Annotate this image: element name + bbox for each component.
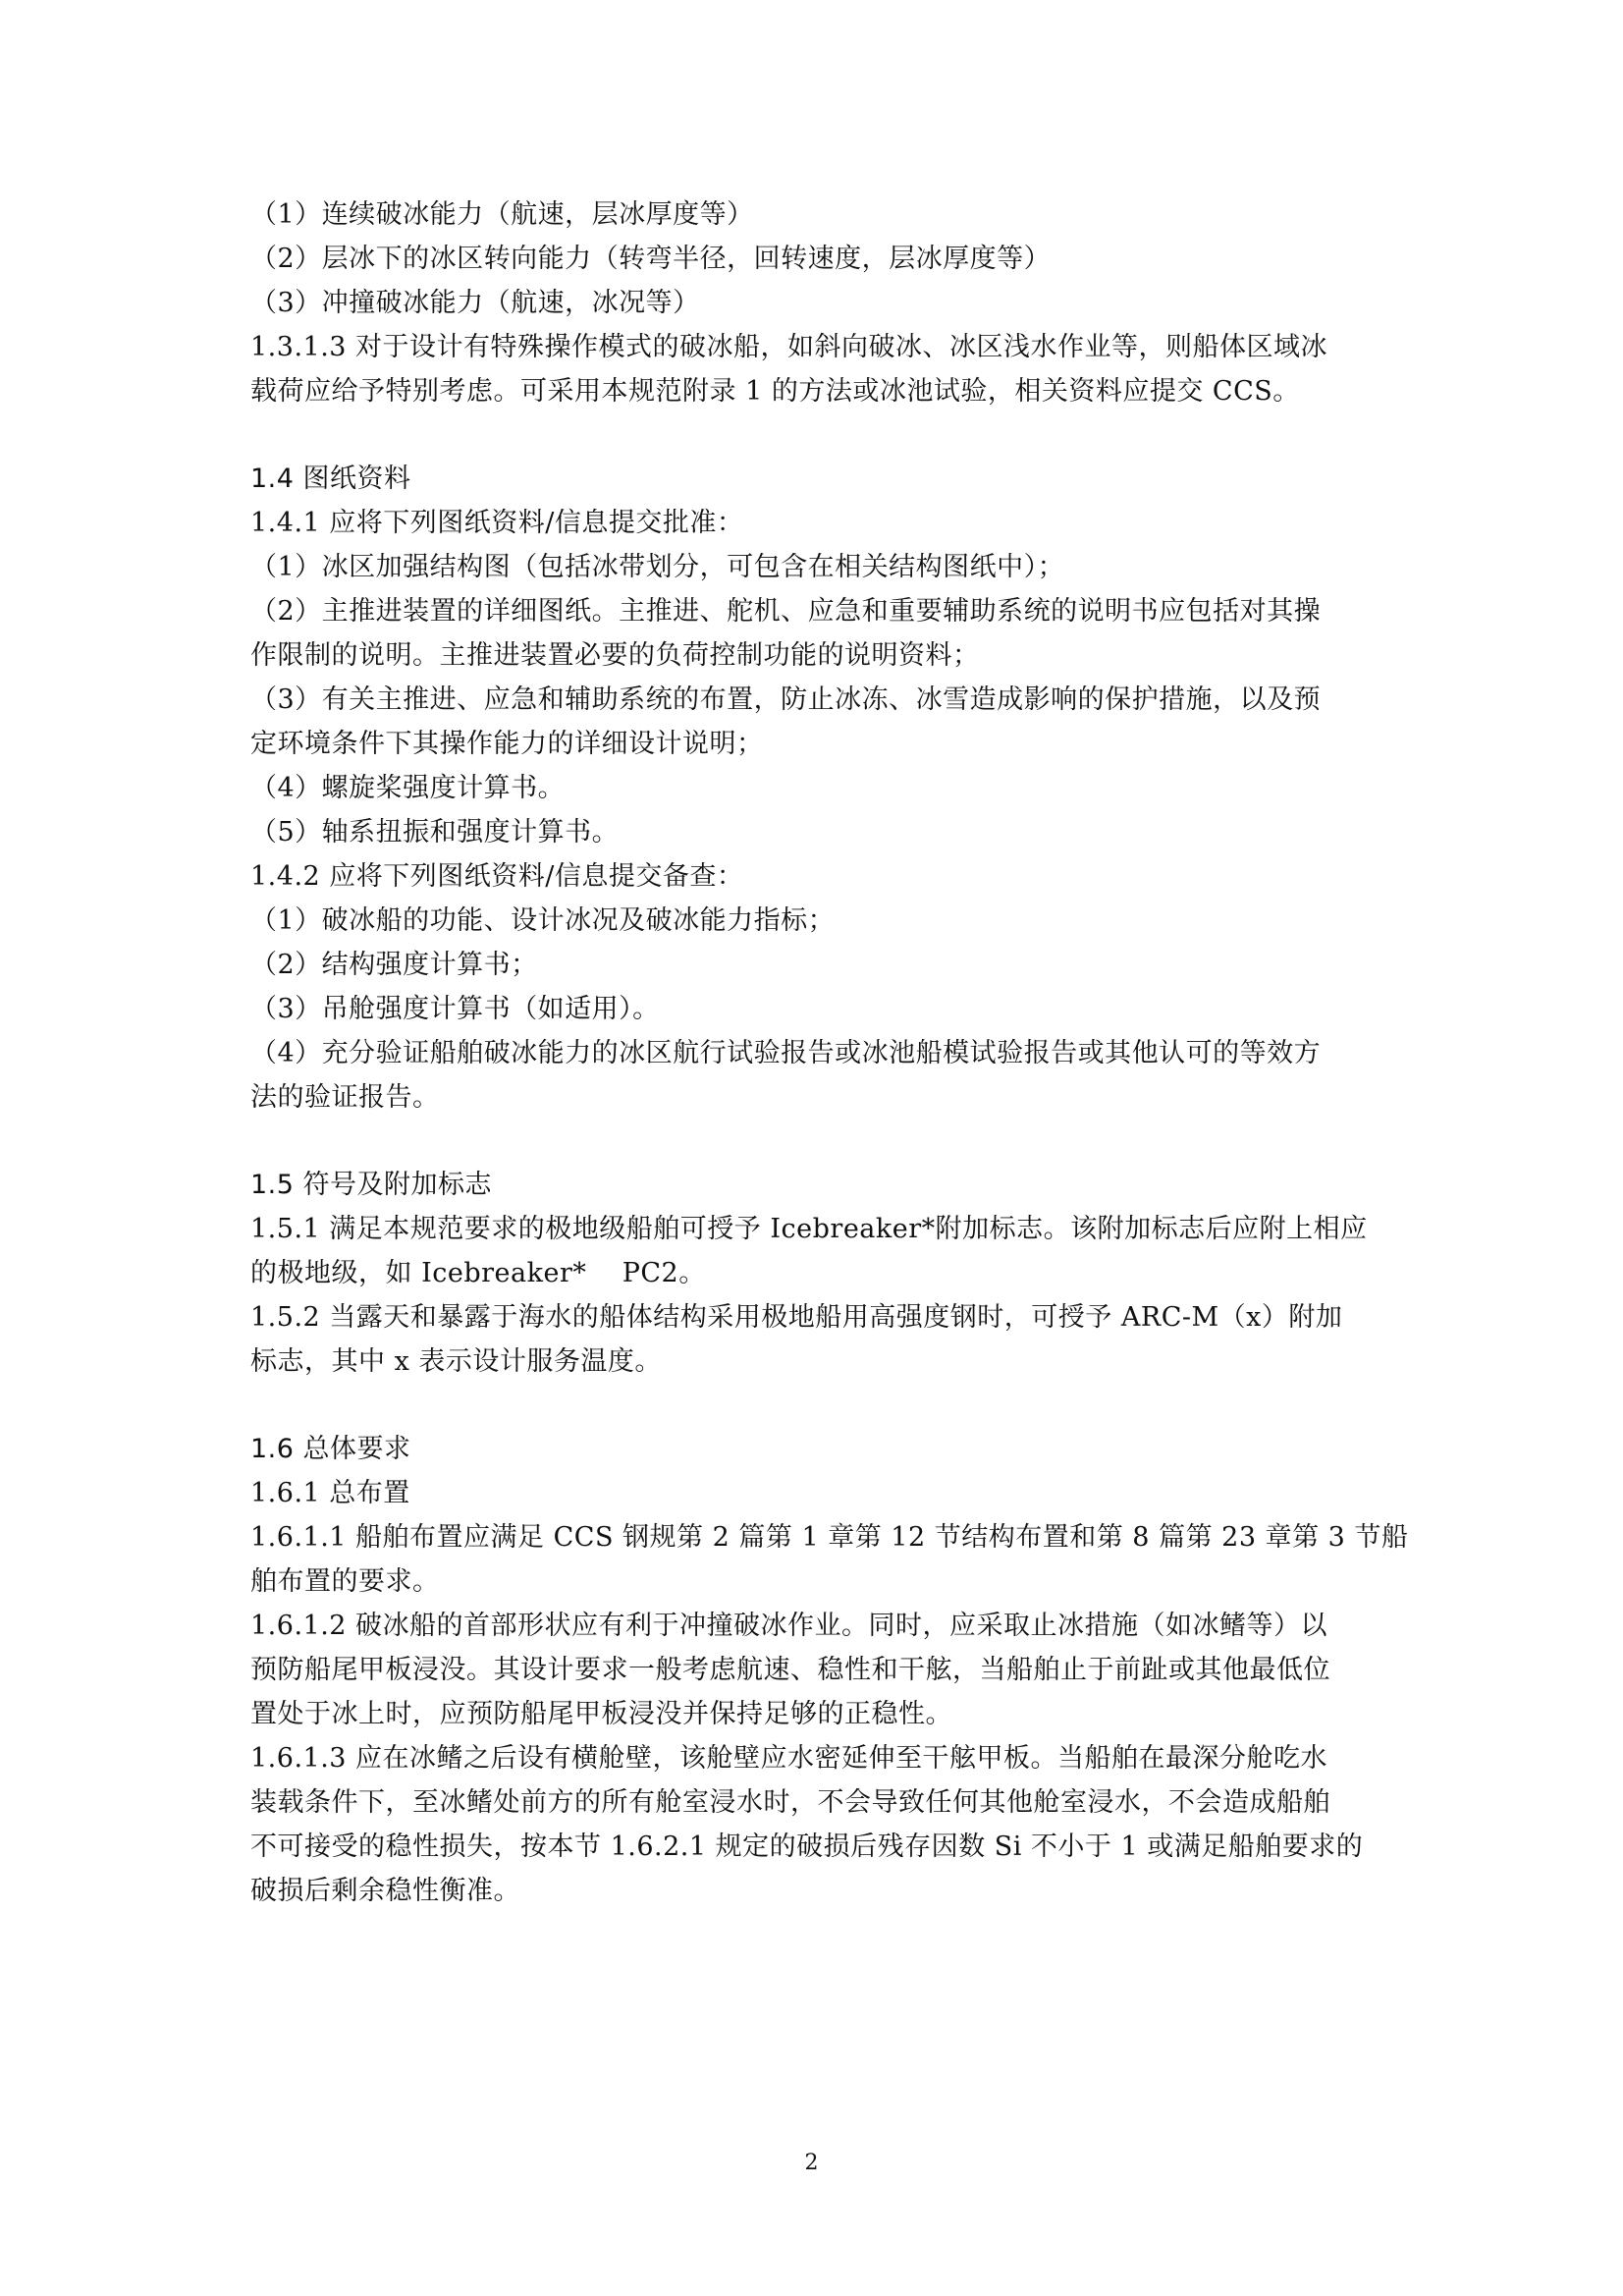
list-item: （4）螺旋桨强度计算书。: [250, 773, 566, 803]
paragraph-line: 的极地级，如 Icebreaker* PC2。: [250, 1258, 706, 1288]
list-item: （3）有关主推进、应急和辅助系统的布置，防止冰冻、冰雪造成影响的保护措施，以及预: [250, 684, 1322, 715]
paragraph-line: 装载条件下，至冰鳍处前方的所有舱室浸水时，不会导致任何其他舱室浸水，不会造成船舶: [250, 1787, 1330, 1818]
document-page: [250, 192, 1409, 1913]
paragraph-line: 定环境条件下其操作能力的详细设计说明；: [250, 729, 764, 759]
paragraph-line: 1.6.1.1 船舶布置应满足 CCS 钢规第 2 篇第 1 章第 12 节结构布置和第 8 篇第 23 章第 3 节船: [250, 1522, 1409, 1553]
list-item: （4）充分验证船舶破冰能力的冰区航行试验报告或冰池船模试验报告或其他认可的等效方: [250, 1038, 1322, 1068]
paragraph-line: 预防船尾甲板浸没。其设计要求一般考虑航速、稳性和干舷，当船舶止于前趾或其他最低位: [250, 1655, 1330, 1685]
paragraph-line: 置处于冰上时，应预防船尾甲板浸没并保持足够的正稳性。: [250, 1699, 952, 1729]
paragraph-line: 破损后剩余稳性衡准。: [250, 1876, 520, 1906]
list-item: （1）破冰船的功能、设计冰况及破冰能力指标；: [250, 905, 836, 936]
paragraph-line: 不可接受的稳性损失，按本节 1.6.2.1 规定的破损后残存因数 Si 不小于 1 或满足船舶要求的: [250, 1831, 1364, 1862]
paragraph-line: 法的验证报告。: [250, 1082, 440, 1113]
paragraph-line: 载荷应给予特别考虑。可采用本规范附录 1 的方法或冰池试验，相关资料应提交 CCS。: [250, 376, 1300, 407]
section-heading-1-4: 1.4 图纸资料: [250, 464, 411, 494]
paragraph-line: 1.5.1 满足本规范要求的极地级船舶可授予 Icebreaker*附加标志。该附加标志后应附上相应: [250, 1214, 1368, 1244]
paragraph-line: 1.6.1 总布置: [250, 1478, 410, 1508]
section-heading-1-6: 1.6 总体要求: [250, 1434, 411, 1464]
list-item: （5）轴系扭振和强度计算书。: [250, 817, 620, 847]
list-item: （3）吊舱强度计算书（如适用）。: [250, 994, 660, 1024]
list-item: （2）层冰下的冰区转向能力（转弯半径，回转速度，层冰厚度等）: [250, 244, 1052, 274]
paragraph-line: 标志，其中 x 表示设计服务温度。: [250, 1346, 662, 1377]
list-item: （1）连续破冰能力（航速，层冰厚度等）: [250, 199, 754, 230]
paragraph-line: 1.4.2 应将下列图纸资料/信息提交备查：: [250, 861, 744, 892]
list-item: （2）主推进装置的详细图纸。主推进、舵机、应急和重要辅助系统的说明书应包括对其操: [250, 596, 1322, 627]
paragraph-line: 作限制的说明。主推进装置必要的负荷控制功能的说明资料；: [250, 640, 980, 671]
page-number: 2: [804, 2151, 819, 2175]
paragraph-line: 1.3.1.3 对于设计有特殊操作模式的破冰船，如斜向破冰、冰区浅水作业等，则船体区域冰: [250, 332, 1328, 362]
paragraph-line: 1.6.1.2 破冰船的首部形状应有利于冲撞破冰作业。同时，应采取止冰措施（如冰鳍等）以: [250, 1611, 1328, 1641]
section-heading-1-5: 1.5 符号及附加标志: [250, 1170, 493, 1200]
list-item: （3）冲撞破冰能力（航速，冰况等）: [250, 288, 700, 318]
list-item: （2）结构强度计算书；: [250, 950, 538, 980]
paragraph-line: 1.6.1.3 应在冰鳍之后设有横舱壁，该舱壁应水密延伸至干舷甲板。当船舶在最深分舱吃水: [250, 1743, 1328, 1774]
paragraph-line: 1.4.1 应将下列图纸资料/信息提交批准：: [250, 508, 744, 538]
paragraph-line: 舶布置的要求。: [250, 1566, 440, 1597]
paragraph-line: 1.5.2 当露天和暴露于海水的船体结构采用极地船用高强度钢时，可授予 ARC-M（x）附加: [250, 1302, 1343, 1333]
list-item: （1）冰区加强结构图（包括冰带划分，可包含在相关结构图纸中）；: [250, 552, 1065, 582]
